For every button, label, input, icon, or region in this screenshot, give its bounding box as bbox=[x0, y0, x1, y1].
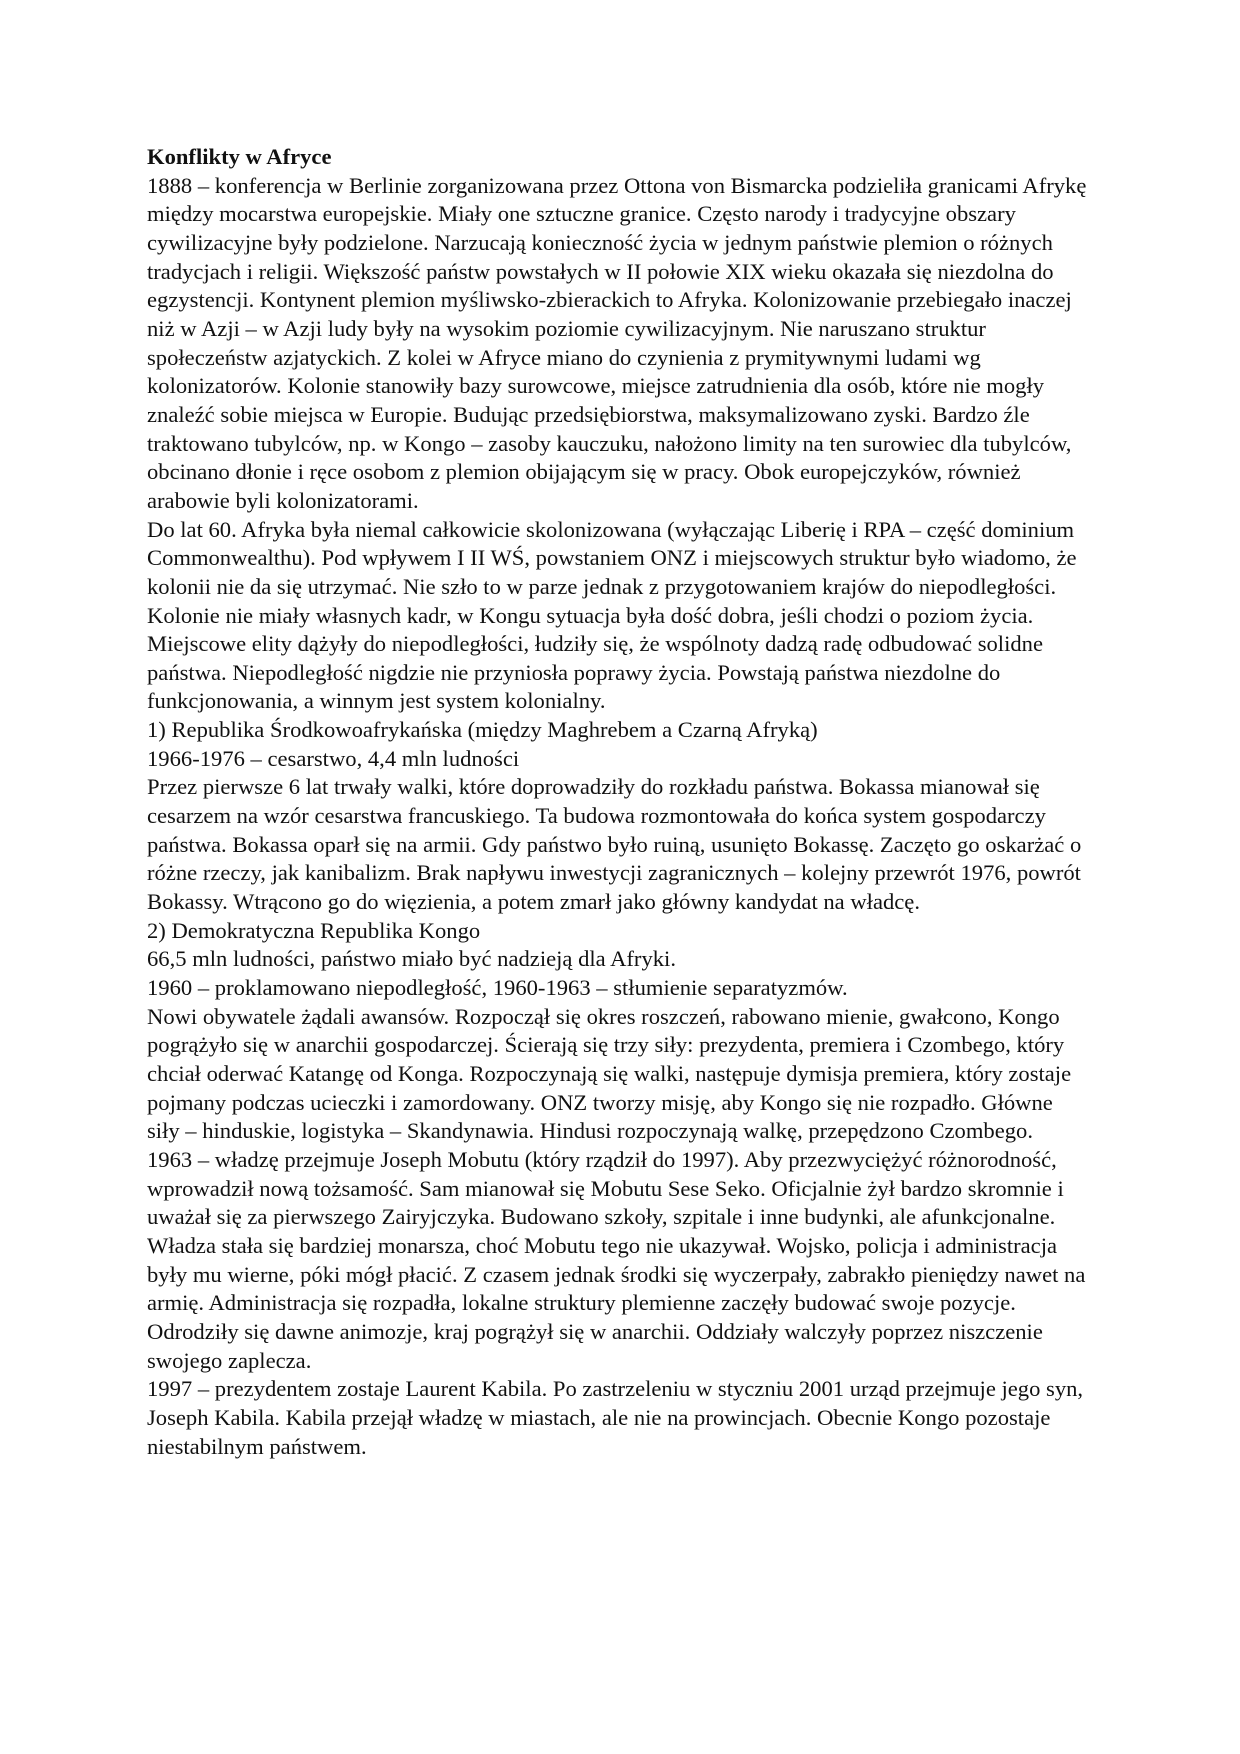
paragraph-decolonization: Do lat 60. Afryka była niemal całkowicie skolonizowana (wyłączając Liberię i RPA – część dominium Commonwealthu). Pod wpływem I II WŚ, powstaniem ONZ i miejscowych struktur było wiadomo, że kolonii nie da się utrzymać. Nie szło to w parze jednak z przygotowaniem krajów do niepodległości. Kolonie nie miały własnych kadr, w Kongu sytuacja była dość dobra, jeśli chodzi o poziom życia. bbox=[147, 516, 1077, 628]
document-title: Konflikty w Afryce bbox=[147, 144, 332, 169]
paragraph-bokassa: Przez pierwsze 6 lat trwały walki, które doprowadziły do rozkładu państwa. Bokassa mianował się cesarzem na wzór cesarstwa francuskiego. Ta budowa rozmontowała do końca system gospodarczy państwa. Bokassa oparł się na armii. Gdy państwo było ruiną, usunięto Bokassę. Zaczęto go oskarżać o różne rzeczy, jak kanibalizm. Brak napływu inwestycji zagranicznych – kolejny przewrót 1976, powrót Bokassy. Wtrącono go do więzienia, a potem zmarł jako główny kandydat na władcę. bbox=[147, 774, 1082, 915]
paragraph-drc-independence: 1960 – proklamowano niepodległość, 1960-1963 – stłumienie separatyzmów. bbox=[147, 975, 848, 1001]
paragraph-drc-anarchy: Nowi obywatele żądali awansów. Rozpoczął się okres roszczeń, rabowano mienie, gwałcono, Kongo pogrążyło się w anarchii gospodarczej. Ścierają się trzy siły: prezydenta, premiera i Czombego, który chciał oderwać Katangę od Konga. Rozpoczynają się walki, następuje dymisja premiera, który zostaje pojmany podczas ucieczki i zamordowany. ONZ tworzy misję, aby Kongo się nie rozpadło. Główne siły – hinduskie, logistyka – Skandynawia. Hindusi rozpoczynają walkę, przepędzono Czombego. bbox=[147, 1003, 1072, 1144]
paragraph-kabila: 1997 – prezydentem zostaje Laurent Kabila. Po zastrzeleniu w styczniu 2001 urząd przejmuje jego syn, Joseph Kabila. Kabila przejął władzę w miastach, ale nie na prowincjach. Obecnie Kongo pozostaje niestabilnym państwem. bbox=[147, 1376, 1084, 1459]
paragraph-drc-population: 66,5 mln ludności, państwo miało być nadzieją dla Afryki. bbox=[147, 946, 676, 972]
heading-car: 1) Republika Środkowoafrykańska (między Maghrebem a Czarną Afryką) bbox=[147, 717, 818, 743]
paragraph-local-elites: Miejscowe elity dążyły do niepodległości, łudziły się, że wspólnoty dadzą radę odbudować solidne państwa. Niepodległość nigdzie nie przyniosła poprawy życia. Powstają państwa niezdolne do funkcjonowania, a winnym jest system kolonialny. bbox=[147, 631, 1043, 714]
paragraph-berlin-conference: 1888 – konferencja w Berlinie zorganizowana przez Ottona von Bismarcka podzieliła granicami Afrykę między mocarstwa europejskie. Miały one sztuczne granice. Często narody i tradycyjne obszary cywilizacyjne były podzielone. Narzucają konieczność życia w jednym państwie plemion o różnych tradycjach i religii. Większość państw powstałych w II połowie XIX wieku okazała się niezdolna do egzystencji. Kontynent plemion myśliwsko-zbierackich to Afryka. Kolonizowanie przebiegało inaczej niż w Azji – w Azji ludy były na wysokim poziomie cywilizacyjnym. Nie naruszano struktur społeczeństw azjatyckich. Z kolei w Afryce miano do czynienia z prymitywnymi ludami wg kolonizatorów. Kolonie stanowiły bazy surowcowe, miejsce zatrudnienia dla osób, które nie mogły znaleźć sobie miejsca w Europie. Budując przedsiębiorstwa, maksymalizowano zyski. Bardzo źle traktowano tubylców, np. w Kongo – zasoby kauczuku, nałożono limity na ten surowiec dla tubylców, obcinano dłonie i ręce osobom z plemion obijającym się w pracy. Obok europejczyków, również arabowie byli kolonizatorami. bbox=[147, 172, 1087, 513]
heading-drc: 2) Demokratyczna Republika Kongo bbox=[147, 917, 481, 943]
subheading-car-empire: 1966-1976 – cesarstwo, 4,4 mln ludności bbox=[147, 745, 520, 771]
paragraph-mobutu: 1963 – władzę przejmuje Joseph Mobutu (który rządził do 1997). Aby przezwyciężyć różnorodność, wprowadził nową tożsamość. Sam mianował się Mobutu Sese Seko. Oficjalnie żył bardzo skromnie i uważał się za pierwszego Zairyjczyka. Budowano szkoły, szpitale i inne budynki, ale afunkcjonalne. Władza stała się bardziej monarsza, choć Mobutu tego nie ukazywał. Wojsko, policja i administracja były mu wierne, póki mógł płacić. Z czasem jednak środki się wyczerpały, zabrakło pieniędzy nawet na armię. Administracja się rozpadła, lokalne struktury plemienne zaczęły budować swoje pozycje. Odrodziły się dawne animozje, kraj pogrążył się w anarchii. Oddziały walczyły poprzez niszczenie swojego zaplecza. bbox=[147, 1146, 1086, 1373]
document-page bbox=[147, 143, 1087, 1461]
